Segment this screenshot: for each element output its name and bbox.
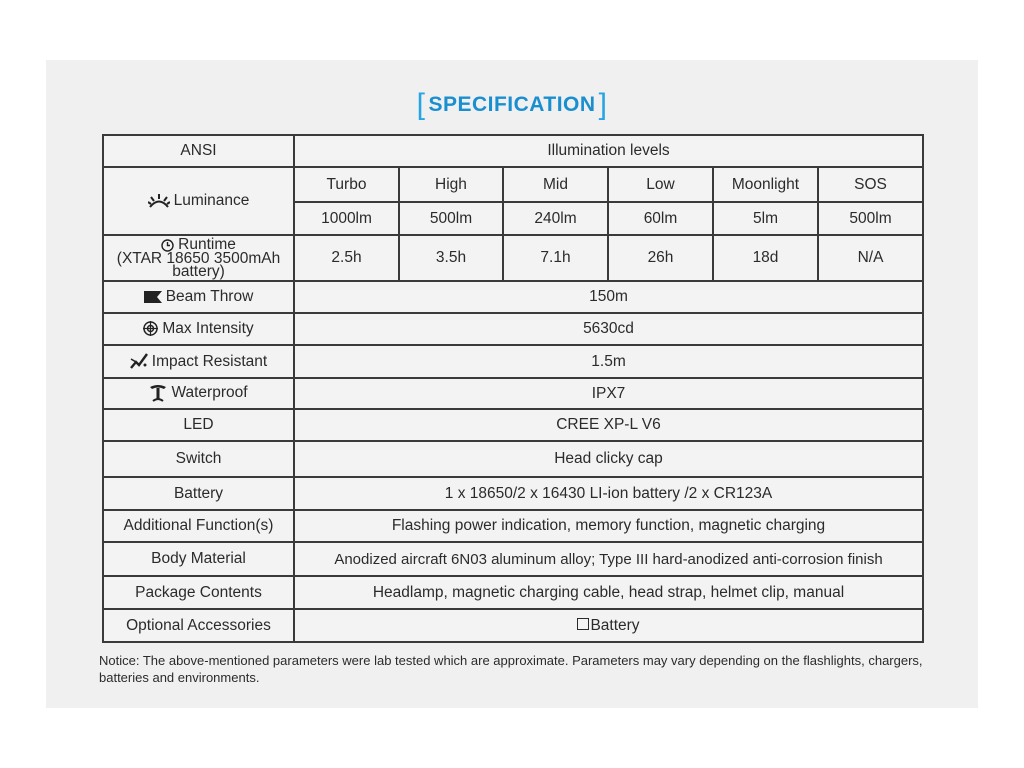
led-value: CREE XP-L V6 — [294, 409, 923, 441]
impact-icon — [130, 353, 148, 369]
lumen-low: 60lm — [608, 202, 713, 235]
optional-accessories-cell — [294, 609, 923, 642]
mode-moonlight: Moonlight — [713, 167, 818, 202]
lumen-sos: 500lm — [818, 202, 923, 235]
table-row — [103, 510, 923, 542]
runtime-label-battery-end: battery) — [172, 262, 225, 280]
package-contents-value: Headlamp, magnetic charging cable, head strap, helmet clip, manual — [294, 576, 923, 609]
beam-throw-label-cell — [103, 281, 294, 313]
spec-title: [ SPECIFICATION ] — [416, 88, 608, 121]
table-row — [103, 477, 923, 510]
intensity-icon — [143, 321, 158, 336]
battery-value: 1 x 18650/2 x 16430 LI-ion battery /2 x CR123A — [294, 477, 923, 510]
lumen-mid: 240lm — [503, 202, 608, 235]
table-row — [103, 135, 923, 167]
luminance-label: Luminance — [173, 192, 250, 209]
table-row — [103, 313, 923, 345]
checkbox-icon — [577, 618, 589, 630]
spec-panel — [46, 60, 978, 708]
runtime-low: 26h — [608, 235, 713, 281]
waterproof-label: Waterproof — [171, 384, 248, 402]
table-row — [103, 609, 923, 642]
runtime-mid: 7.1h — [503, 235, 608, 281]
waterproof-value: IPX7 — [294, 378, 923, 409]
impact-label-cell — [103, 345, 294, 378]
table-row — [103, 409, 923, 441]
lumen-high: 500lm — [399, 202, 503, 235]
optional-accessories-label: Optional Accessories — [103, 609, 294, 642]
additional-function-label: Additional Function(s) — [103, 510, 294, 542]
runtime-high: 3.5h — [399, 235, 503, 281]
table-row — [103, 441, 923, 477]
runtime-sos: N/A — [818, 235, 923, 281]
runtime-label: Runtime — [178, 236, 236, 254]
table-row — [103, 167, 923, 202]
impact-label: Impact Resistant — [151, 352, 268, 370]
mode-low: Low — [608, 167, 713, 202]
table-row — [103, 345, 923, 378]
runtime-label-battery: (XTAR 18650 3500mAh — [116, 249, 281, 267]
switch-label: Switch — [103, 441, 294, 477]
spec-table — [102, 134, 924, 643]
mode-turbo: Turbo — [294, 167, 399, 202]
table-row — [103, 235, 923, 281]
runtime-turbo: 2.5h — [294, 235, 399, 281]
waterproof-icon — [149, 384, 167, 402]
luminance-label-cell — [103, 167, 294, 235]
led-label: LED — [103, 409, 294, 441]
battery-label: Battery — [103, 477, 294, 510]
table-row — [103, 542, 923, 576]
runtime-label-cell — [103, 235, 294, 281]
beam-throw-label: Beam Throw — [165, 288, 254, 305]
body-material-value: Anodized aircraft 6N03 aluminum alloy; Type III hard-anodized anti-corrosion finish — [294, 542, 923, 576]
ansi-header: ANSI — [103, 135, 294, 167]
lumen-moonlight: 5lm — [713, 202, 818, 235]
optional-accessories-value: Battery — [590, 616, 640, 634]
runtime-moonlight: 18d — [713, 235, 818, 281]
notice-text: Notice: The above-mentioned parameters were lab tested which are approximate. Parameters may vary depending on the flashlights, chargers, batteries and environments. — [99, 653, 923, 685]
table-row — [103, 281, 923, 313]
spec-title-text: SPECIFICATION — [428, 93, 596, 116]
max-intensity-label: Max Intensity — [162, 320, 254, 337]
impact-value: 1.5m — [294, 345, 923, 378]
beam-throw-icon — [144, 291, 162, 303]
mode-mid: Mid — [503, 167, 608, 202]
luminance-icon — [148, 194, 170, 208]
additional-function-value: Flashing power indication, memory function, magnetic charging — [294, 510, 923, 542]
package-contents-label: Package Contents — [103, 576, 294, 609]
mode-high: High — [399, 167, 503, 202]
illumination-header: Illumination levels — [294, 135, 923, 167]
lumen-turbo: 1000lm — [294, 202, 399, 235]
body-material-label: Body Material — [103, 542, 294, 576]
waterproof-label-cell — [103, 378, 294, 409]
switch-value: Head clicky cap — [294, 441, 923, 477]
beam-throw-value: 150m — [294, 281, 923, 313]
max-intensity-value: 5630cd — [294, 313, 923, 345]
max-intensity-label-cell — [103, 313, 294, 345]
table-row — [103, 576, 923, 609]
mode-sos: SOS — [818, 167, 923, 202]
table-row — [103, 378, 923, 409]
